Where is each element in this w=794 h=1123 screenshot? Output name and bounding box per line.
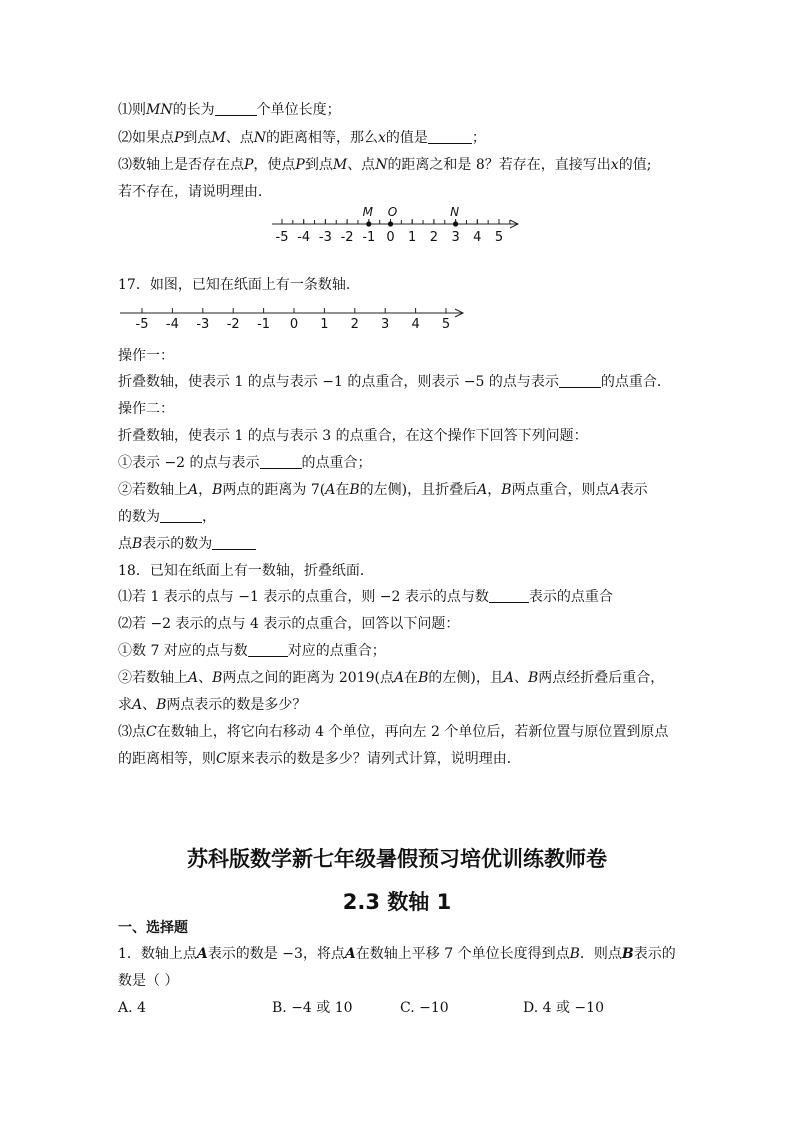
text: 的距离相等，那么 bbox=[266, 130, 379, 146]
text: 在数轴上，将它向右移动 4 个单位，再向左 2 个单位后，若新位置与原位置到原点 bbox=[156, 724, 669, 740]
var: A bbox=[393, 670, 405, 686]
var: C bbox=[216, 751, 227, 767]
text: 原来表示的数是多少？请列式计算，说明理由． bbox=[226, 751, 521, 767]
var: A bbox=[477, 482, 488, 498]
mcq1-stem bbox=[118, 944, 676, 964]
tick-label: 4 bbox=[411, 317, 420, 332]
number-line-1 bbox=[268, 200, 528, 248]
tick-label: -5 bbox=[275, 230, 289, 245]
text: ②若数轴上 bbox=[118, 482, 188, 498]
text: 在 bbox=[404, 670, 419, 686]
q18-part3-cont bbox=[118, 749, 521, 769]
text: 、 bbox=[142, 697, 157, 713]
text: ； bbox=[471, 130, 486, 146]
text: 的值; bbox=[618, 157, 652, 173]
tick-label: 0 bbox=[289, 317, 299, 332]
point-label: O bbox=[387, 205, 398, 219]
var: A bbox=[503, 670, 514, 686]
q18-part3 bbox=[118, 722, 668, 742]
answer-blank[interactable] bbox=[559, 373, 601, 388]
text: 两点经折叠后重合， bbox=[538, 670, 665, 686]
answer-blank[interactable] bbox=[260, 454, 302, 469]
tick-label: -1 bbox=[257, 317, 271, 332]
var: B bbox=[501, 482, 512, 498]
tick-label: -4 bbox=[297, 230, 311, 245]
option-d[interactable]: D. 4 或 −10 bbox=[523, 1000, 604, 1016]
q18-part2: ⑵若 −2 表示的点与 4 表示的点重合，回答以下问题： bbox=[118, 616, 460, 632]
q17-c2-b bbox=[118, 534, 256, 554]
var: x bbox=[378, 130, 386, 146]
var: A bbox=[344, 946, 356, 962]
text: 的距离相等，则 bbox=[118, 751, 216, 767]
mcq1-stem-cont: 数是（ ） bbox=[118, 973, 179, 989]
text: ①数 7 对应的点与数 bbox=[118, 643, 248, 659]
text: 对应的点重合； bbox=[287, 643, 386, 659]
var: P bbox=[244, 157, 254, 173]
tick-label: -2 bbox=[226, 317, 240, 332]
text: 两点表示的数是多少？ bbox=[166, 697, 307, 713]
text: 折叠数轴，使表示 1 的点与表示 −1 的点重合，则表示 −5 的点与表示 bbox=[118, 374, 559, 390]
q17-c2 bbox=[118, 480, 648, 500]
text: ②若数轴上 bbox=[118, 670, 188, 686]
document-title: 苏科版数学新七年级暑假预习培优训练教师卷 bbox=[187, 847, 607, 871]
text: 、点 bbox=[225, 130, 254, 146]
text: ，使点 bbox=[253, 157, 296, 173]
var: B bbox=[156, 697, 167, 713]
var: A bbox=[196, 946, 208, 962]
text: 的点重合． bbox=[600, 374, 671, 390]
text: 求 bbox=[118, 697, 132, 713]
number-line-2 bbox=[118, 303, 468, 333]
q18-part2a bbox=[118, 641, 386, 661]
q16-part2 bbox=[118, 128, 486, 148]
q18-stem: 18．已知在纸面上有一数轴，折叠纸面． bbox=[118, 563, 374, 579]
text: 个单位长度； bbox=[256, 102, 341, 118]
var: A bbox=[188, 670, 199, 686]
var: x bbox=[610, 157, 619, 173]
var-mn: MN bbox=[146, 102, 173, 118]
q17-c2-cont bbox=[118, 507, 216, 527]
q18-part2c bbox=[118, 695, 306, 715]
tick-label: 5 bbox=[441, 317, 451, 332]
text: 、点 bbox=[347, 157, 376, 173]
tick-label: 5 bbox=[494, 230, 504, 245]
var: C bbox=[146, 724, 157, 740]
text: 的数为 bbox=[118, 509, 160, 525]
tick-label: 1 bbox=[408, 230, 417, 245]
text: 表示的数为 bbox=[142, 536, 213, 552]
q17-op1-title: 操作一： bbox=[118, 348, 174, 364]
answer-blank[interactable] bbox=[248, 642, 288, 657]
var: B bbox=[621, 946, 634, 962]
answer-blank[interactable] bbox=[215, 101, 257, 116]
text: 两点重合，则点 bbox=[511, 482, 610, 498]
tick-label: -3 bbox=[318, 230, 332, 245]
var: B bbox=[132, 536, 143, 552]
var: A bbox=[609, 482, 620, 498]
text: ， bbox=[202, 509, 216, 525]
point-dot bbox=[366, 221, 371, 226]
var: M bbox=[211, 130, 226, 146]
var: A bbox=[325, 482, 336, 498]
point-dot bbox=[453, 221, 458, 226]
q17-op1 bbox=[118, 372, 671, 392]
q16-part3 bbox=[118, 155, 651, 175]
answer-blank[interactable] bbox=[212, 535, 256, 550]
text: ， bbox=[198, 482, 213, 498]
q17-stem: 17．如图，已知在纸面上有一条数轴． bbox=[118, 277, 360, 293]
point-label: M bbox=[362, 205, 373, 219]
q17-op2: 折叠数轴，使表示 1 的点与表示 3 的点重合，在这个操作下回答下列问题： bbox=[118, 428, 588, 444]
text: 两点之间的距离为 2019(点 bbox=[222, 670, 394, 686]
text: 表示的点重合 bbox=[528, 589, 613, 605]
point-label: N bbox=[450, 205, 460, 219]
text: 表示 bbox=[619, 482, 648, 498]
tick-label: 3 bbox=[381, 317, 390, 332]
option-c[interactable]: C. −10 bbox=[400, 1000, 449, 1016]
text: ⑵如果点 bbox=[118, 130, 174, 146]
var: N bbox=[375, 157, 388, 173]
text: 两点的距离为 7( bbox=[222, 482, 326, 498]
tick-label: 2 bbox=[350, 317, 359, 332]
option-a[interactable]: A. 4 bbox=[118, 1000, 146, 1016]
option-b[interactable]: B. −4 或 10 bbox=[272, 1000, 353, 1016]
answer-blank[interactable] bbox=[489, 588, 529, 603]
text: 到点 bbox=[183, 130, 212, 146]
q17-op2-title: 操作二： bbox=[118, 401, 174, 417]
text: 的长为 bbox=[172, 102, 215, 118]
text: 1．数轴上点 bbox=[118, 946, 197, 962]
var: A bbox=[132, 697, 143, 713]
var: B bbox=[418, 670, 429, 686]
text: ．则点 bbox=[579, 946, 622, 962]
var: A bbox=[188, 482, 199, 498]
tick-label: -1 bbox=[362, 230, 376, 245]
document-subtitle: 2.3 数轴 1 bbox=[342, 890, 452, 914]
q18-part1 bbox=[118, 587, 613, 607]
tick-label: 4 bbox=[473, 230, 482, 245]
text: 在数轴上平移 7 个单位长度得到点 bbox=[355, 946, 570, 962]
var: P bbox=[295, 157, 305, 173]
q16-part1 bbox=[118, 100, 341, 120]
text: ， bbox=[487, 482, 502, 498]
text: 、 bbox=[513, 670, 528, 686]
text: ⑴若 1 表示的点与 −1 表示的点重合，则 −2 表示的点与数 bbox=[118, 589, 489, 605]
tick-label: 1 bbox=[320, 317, 329, 332]
tick-label: 2 bbox=[429, 230, 439, 245]
text: 、 bbox=[198, 670, 213, 686]
text: 的点重合； bbox=[301, 455, 372, 471]
text: ⑶数轴上是否存在点 bbox=[118, 157, 244, 173]
q16-part3-cont: 若不存在，请说明理由． bbox=[118, 184, 272, 200]
point-dot bbox=[388, 221, 393, 226]
tick-label: -3 bbox=[196, 317, 210, 332]
text: 在 bbox=[335, 482, 350, 498]
var: N bbox=[253, 130, 267, 146]
text: 的左侧)，且折叠后 bbox=[359, 482, 478, 498]
tick-label: -5 bbox=[135, 317, 149, 332]
text: 点 bbox=[118, 536, 132, 552]
text: 的左侧)，且 bbox=[428, 670, 504, 686]
tick-label: -2 bbox=[340, 230, 354, 245]
text: 表示的 bbox=[633, 946, 676, 962]
text: 的距离之和是 8？若存在，直接写出 bbox=[387, 157, 611, 173]
tick-label: 3 bbox=[451, 230, 460, 245]
var: B bbox=[349, 482, 360, 498]
text: ⑴则 bbox=[118, 102, 146, 118]
var: B bbox=[527, 670, 539, 686]
text: ⑶点 bbox=[118, 724, 146, 740]
answer-blank[interactable] bbox=[160, 508, 202, 523]
answer-blank[interactable] bbox=[428, 129, 472, 144]
text: 表示的数是 −3，将点 bbox=[207, 946, 345, 962]
var: B bbox=[569, 946, 580, 962]
var: P bbox=[174, 130, 184, 146]
tick-label: -4 bbox=[165, 317, 179, 332]
q18-part2b bbox=[118, 668, 664, 688]
var: B bbox=[212, 670, 223, 686]
var: B bbox=[212, 482, 223, 498]
tick-label: 0 bbox=[386, 230, 395, 245]
var: M bbox=[332, 157, 348, 173]
text: 的值是 bbox=[385, 130, 428, 146]
text: 到点 bbox=[304, 157, 333, 173]
text: ①表示 −2 的点与表示 bbox=[118, 455, 260, 471]
section-heading: 一、选择题 bbox=[118, 920, 188, 936]
q17-c1 bbox=[118, 453, 372, 473]
